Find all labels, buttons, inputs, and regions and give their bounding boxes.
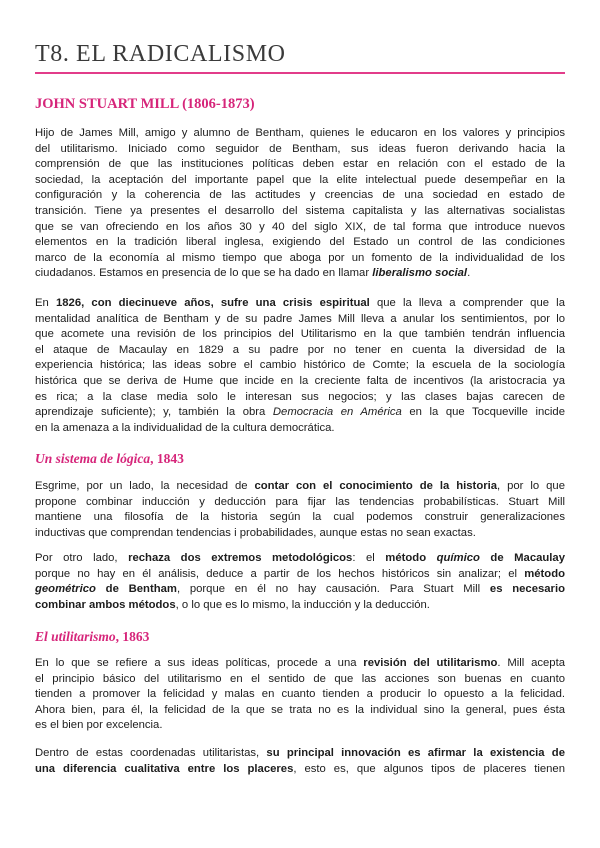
title-underline xyxy=(35,72,565,74)
emphasis-necesario: es necesario xyxy=(489,583,565,596)
subheading-title: El utilitarismo xyxy=(35,629,116,644)
text-line: inductivas que comprendan tendencias i probabilidades, aunque estas no sean exactas. xyxy=(35,526,476,539)
text-run: , por lo que xyxy=(497,480,565,492)
text-line: Hijo de James Mill, amigo y alumno de Bentham, quienes le educaron en los valores y principios xyxy=(35,127,565,139)
subheading-title: Un sistema de lógica xyxy=(35,451,151,466)
text-line: en la amenaza a la individualidad de la cultura democrática. xyxy=(35,421,335,434)
subheading-utilitarismo xyxy=(35,628,565,645)
emphasis-innovacion: su principal innovación es afirmar la existencia de xyxy=(266,747,565,759)
text-line xyxy=(35,296,565,312)
text-line xyxy=(35,266,565,282)
text-run: En xyxy=(35,297,56,309)
text-run: , esto es, que algunos tipos de placeres tienen xyxy=(293,762,566,775)
text-run: : el xyxy=(352,552,386,564)
subheading-year: , 1863 xyxy=(115,629,150,644)
text-line xyxy=(35,656,565,672)
emphasis-crisis: 1826, con diecinueve años, sufre una crisis espiritual xyxy=(55,297,370,309)
text-run: , porque en él no hay causación. Para Stuart Mill xyxy=(176,583,490,596)
text-run: En lo que se refiere a sus ideas políticas, procede a una xyxy=(35,657,364,669)
text-line: es rica; a la clase media solo le interesan sus negocios; y las clases bajas carecen de xyxy=(35,390,565,403)
text-line: el ataque de Macaulay en 1829 a su padre por no tener en cuenta la diversidad de la xyxy=(35,343,565,356)
text-run: que la lleva a comprender que la xyxy=(369,297,565,309)
text-line: comprensión de que las instituciones políticas deben estar en relación con el estado de la xyxy=(35,158,565,171)
emphasis-revision: revisión del utilitarismo xyxy=(363,657,498,669)
text-line: Ahora bien, para él, la felicidad de la que se trata no es la individual sino la general, pues ésta xyxy=(35,703,565,716)
text-line: mentalidad analítica de Bentham y de su padre James Mill lleva a anular los sentimientos, por lo xyxy=(35,312,565,325)
text-line xyxy=(35,598,565,614)
paragraph-historia xyxy=(35,479,565,541)
text-line: el principio básico del utilitarismo en el sentido de que las acciones son buenas en cuanto xyxy=(35,672,565,685)
text-run: en la que Tocqueville incide xyxy=(401,406,565,419)
emphasis-macaulay: de Macaulay xyxy=(479,552,565,564)
text-line xyxy=(35,582,565,598)
paragraph-innovacion xyxy=(35,746,565,777)
emphasis-geometrico: geométrico xyxy=(35,583,96,596)
emphasis-diferencia: una diferencia cualitativa entre los placeres xyxy=(35,762,294,775)
text-line: elementos en la tradición liberal inglesa, exigiendo del Estado un control de las condiciones xyxy=(35,236,565,249)
paragraph-metodos xyxy=(35,551,565,613)
subheading-year: , 1843 xyxy=(150,451,184,466)
text-line: marco de la economía al mismo tiempo que aboga por un fomento de la individualidad de los xyxy=(35,251,565,264)
text-run: . xyxy=(467,267,471,280)
text-line xyxy=(35,762,565,778)
text-run: . Mill acepta xyxy=(497,657,565,669)
text-line: es el bien por excelencia. xyxy=(35,719,163,732)
text-run: aprendizaje suficiente); y, también la obra xyxy=(35,406,273,419)
text-line: mantiene una filosofía de la historia según la cual podemos construir generalizaciones xyxy=(35,511,565,524)
emphasis-liberalismo-social: liberalismo social xyxy=(372,267,468,280)
text-line: transición. Tiene ya presentes el desarrollo del sistema capitalista y las alternativas socialistas xyxy=(35,204,565,217)
text-line: configuración y la coherencia de las actitudes y creencias de una sociedad en estado de xyxy=(35,189,565,202)
paragraph-utilitarismo xyxy=(35,656,565,734)
text-line: que acomete una revisión de los principios del Utilitarismo en la que también tendrán influencia xyxy=(35,328,565,341)
text-line xyxy=(35,405,565,421)
text-line xyxy=(35,746,565,762)
emphasis-historia: contar con el conocimiento de la historia xyxy=(254,480,498,492)
emphasis-metodo: método xyxy=(524,567,565,580)
text-run: Dentro de estas coordenadas utilitaristas, xyxy=(35,747,267,759)
page-title: T8. EL RADICALISMO xyxy=(35,41,286,67)
book-title: Democracia en América xyxy=(272,406,402,419)
text-run: Esgrime, por un lado, la necesidad de xyxy=(35,480,255,492)
text-line: propone combinar inducción y deducción para fijar las tendencias probabilísticas. Stuart Mill xyxy=(35,495,565,508)
text-line: experiencia histórica; las ideas sobre el cambio histórico de Comte; la escuela de la sociología xyxy=(35,359,565,372)
emphasis-combinar: combinar ambos métodos xyxy=(35,598,176,611)
subheading-logica xyxy=(35,450,565,467)
text-run: ciudadanos. Estamos en presencia de lo que se ha dado en llamar xyxy=(35,267,373,280)
text-run: , o lo que es lo mismo, la inducción y la deducción. xyxy=(175,598,430,611)
emphasis-extremos: rechaza dos extremos metodológicos xyxy=(128,552,353,564)
emphasis-quimico: químico xyxy=(436,552,480,564)
emphasis-metodo: método xyxy=(385,552,437,564)
text-line xyxy=(35,567,565,583)
section-heading: JOHN STUART MILL (1806-1873) xyxy=(35,96,255,112)
text-line: histórica que se deriva de Hume que incide en la creciente falta de incentivos (la aristocracia ya xyxy=(35,374,565,387)
text-line: tienden a promover la felicidad y malas en cuanto tienden a producir lo opuesto a la felicidad. xyxy=(35,688,565,701)
text-line xyxy=(35,479,565,495)
text-run: porque no hay en él análisis, deduce a partir de los hechos históricos sin analizar; el xyxy=(35,567,525,580)
text-line: del utilitarismo. Iniciado como seguidor de Bentham, sus ideas fueron derivando hacia la xyxy=(35,142,565,155)
paragraph-crisis xyxy=(35,296,565,436)
emphasis-bentham: de Bentham xyxy=(95,583,177,596)
text-line xyxy=(35,551,565,567)
text-line: sociedad, la aceptación del importante papel que la elite intelectual puede desempeñar en la xyxy=(35,173,565,186)
paragraph-intro xyxy=(35,126,565,282)
text-run: Por otro lado, xyxy=(35,552,129,564)
text-line: que se van ofreciendo en los años 30 y 40 del siglo XIX, de tal forma que introduce nuevos xyxy=(35,220,565,233)
